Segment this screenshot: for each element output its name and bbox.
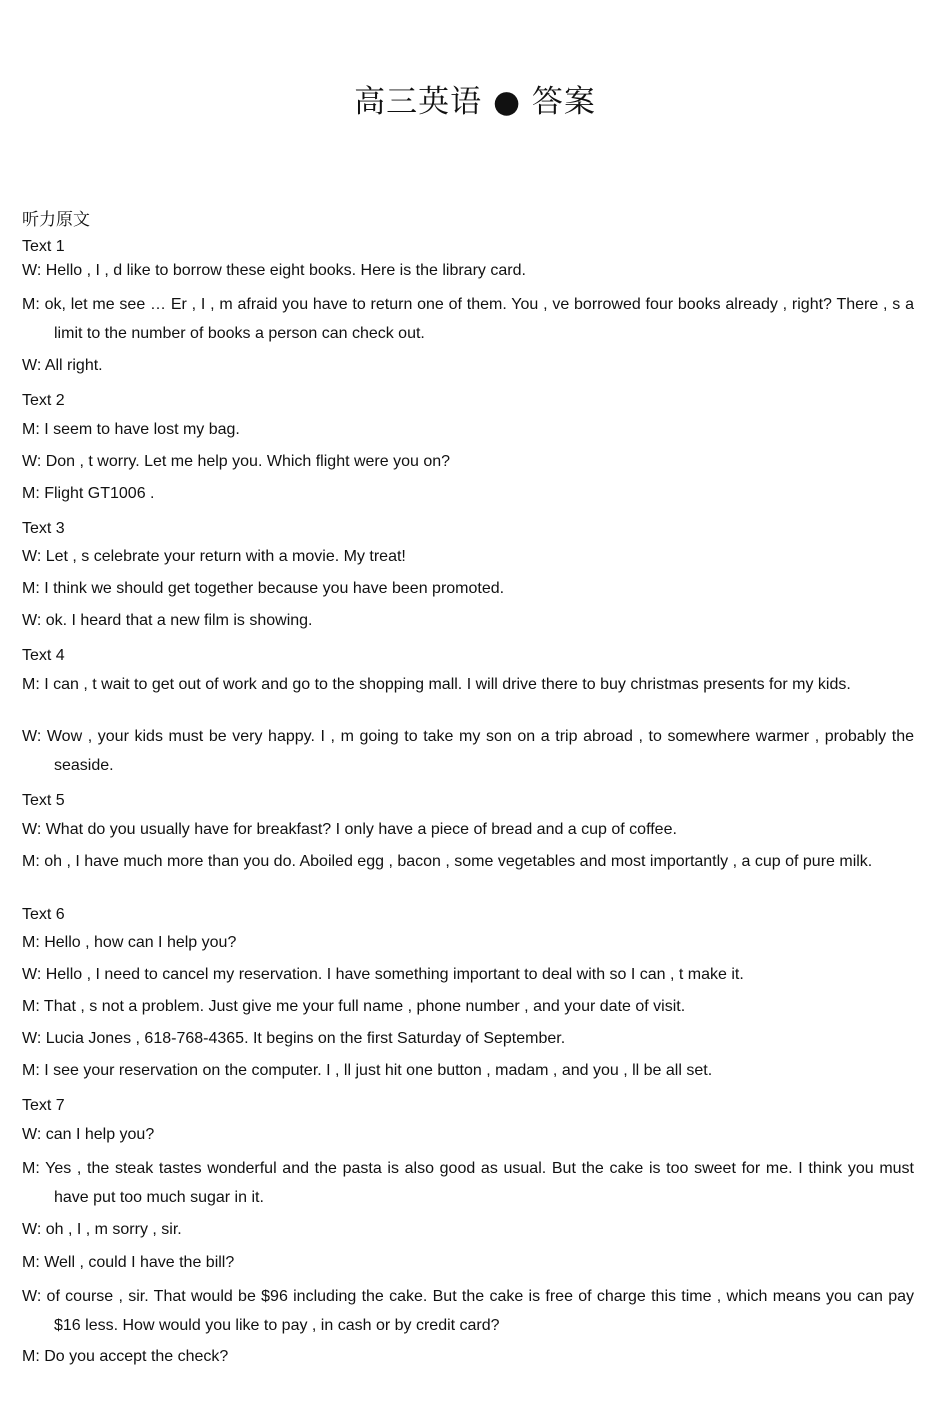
dialogue-line: W: Let , s celebrate your return with a movie. My treat! [22, 548, 406, 565]
dialogue-line: W: Wow , your kids must be very happy. I , m going to take my son on a trip abroad , to somewhere warmer , probably the seaside. [22, 728, 914, 774]
dialogue-line: W: What do you usually have for breakfast? I only have a piece of bread and a cup of coffee. [22, 821, 677, 838]
dialogue-line: W: of course , sir. That would be $96 including the cake. But the cake is free of charge this time , which means you can pay $16 less. How would you like to pay , in cash or by credit card? [22, 1288, 914, 1334]
text-1-heading: Text 1 [22, 238, 65, 255]
text-4-heading: Text 4 [22, 647, 65, 664]
dialogue-line: W: Don , t worry. Let me help you. Which flight were you on? [22, 453, 451, 470]
text-2-heading: Text 2 [22, 392, 65, 409]
dialogue-line: M: Do you accept the check? [22, 1348, 229, 1365]
dialogue-line: W: oh , I , m sorry , sir. [22, 1221, 182, 1238]
dialogue-line: M: oh , I have much more than you do. Aboiled egg , bacon , some vegetables and most importantly , a cup of pure milk. [22, 853, 873, 870]
dialogue-line: M: That , s not a problem. Just give me your full name , phone number , and your date of visit. [22, 998, 686, 1015]
text-3-heading: Text 3 [22, 520, 65, 537]
dialogue-line: M: I think we should get together because you have been promoted. [22, 580, 505, 597]
dialogue-line: W: All right. [22, 357, 103, 374]
text-5-heading: Text 5 [22, 792, 65, 809]
dialogue-line: M: Yes , the steak tastes wonderful and the pasta is also good as usual. But the cake is too sweet for me. I think you must have put too much sugar in it. [22, 1160, 914, 1206]
dialogue-line: M: Hello , how can I help you? [22, 934, 237, 951]
section-label: 听力原文 [22, 210, 90, 230]
dialogue-line: W: Hello , I need to cancel my reservation. I have something important to deal with so I can , t make it. [22, 966, 744, 983]
dialogue-line: M: I seem to have lost my bag. [22, 421, 240, 438]
dialogue-line: W: ok. I heard that a new film is showing. [22, 612, 313, 629]
dialogue-line: M: Flight GT1006 . [22, 485, 155, 502]
dialogue-line: M: Well , could I have the bill? [22, 1254, 235, 1271]
dialogue-line: M: I see your reservation on the computer. I , ll just hit one button , madam , and you , ll be all set. [22, 1062, 713, 1079]
dialogue-line: M: I can , t wait to get out of work and go to the shopping mall. I will drive there to buy christmas presents for my kids. [22, 676, 851, 693]
dialogue-line: W: Lucia Jones , 618-768-4365. It begins on the first Saturday of September. [22, 1030, 566, 1047]
dialogue-line: W: Hello , I , d like to borrow these eight books. Here is the library card. [22, 262, 526, 279]
text-6-heading: Text 6 [22, 906, 65, 923]
dialogue-line: M: ok, let me see … Er , I , m afraid you have to return one of them. You , ve borrowed four books already , right? There , s a limit to the number of books a person can check out. [22, 296, 914, 342]
text-7-heading: Text 7 [22, 1097, 65, 1114]
page-title: 高三英语 ● 答案 [354, 84, 596, 120]
dialogue-line: W: can I help you? [22, 1126, 155, 1143]
